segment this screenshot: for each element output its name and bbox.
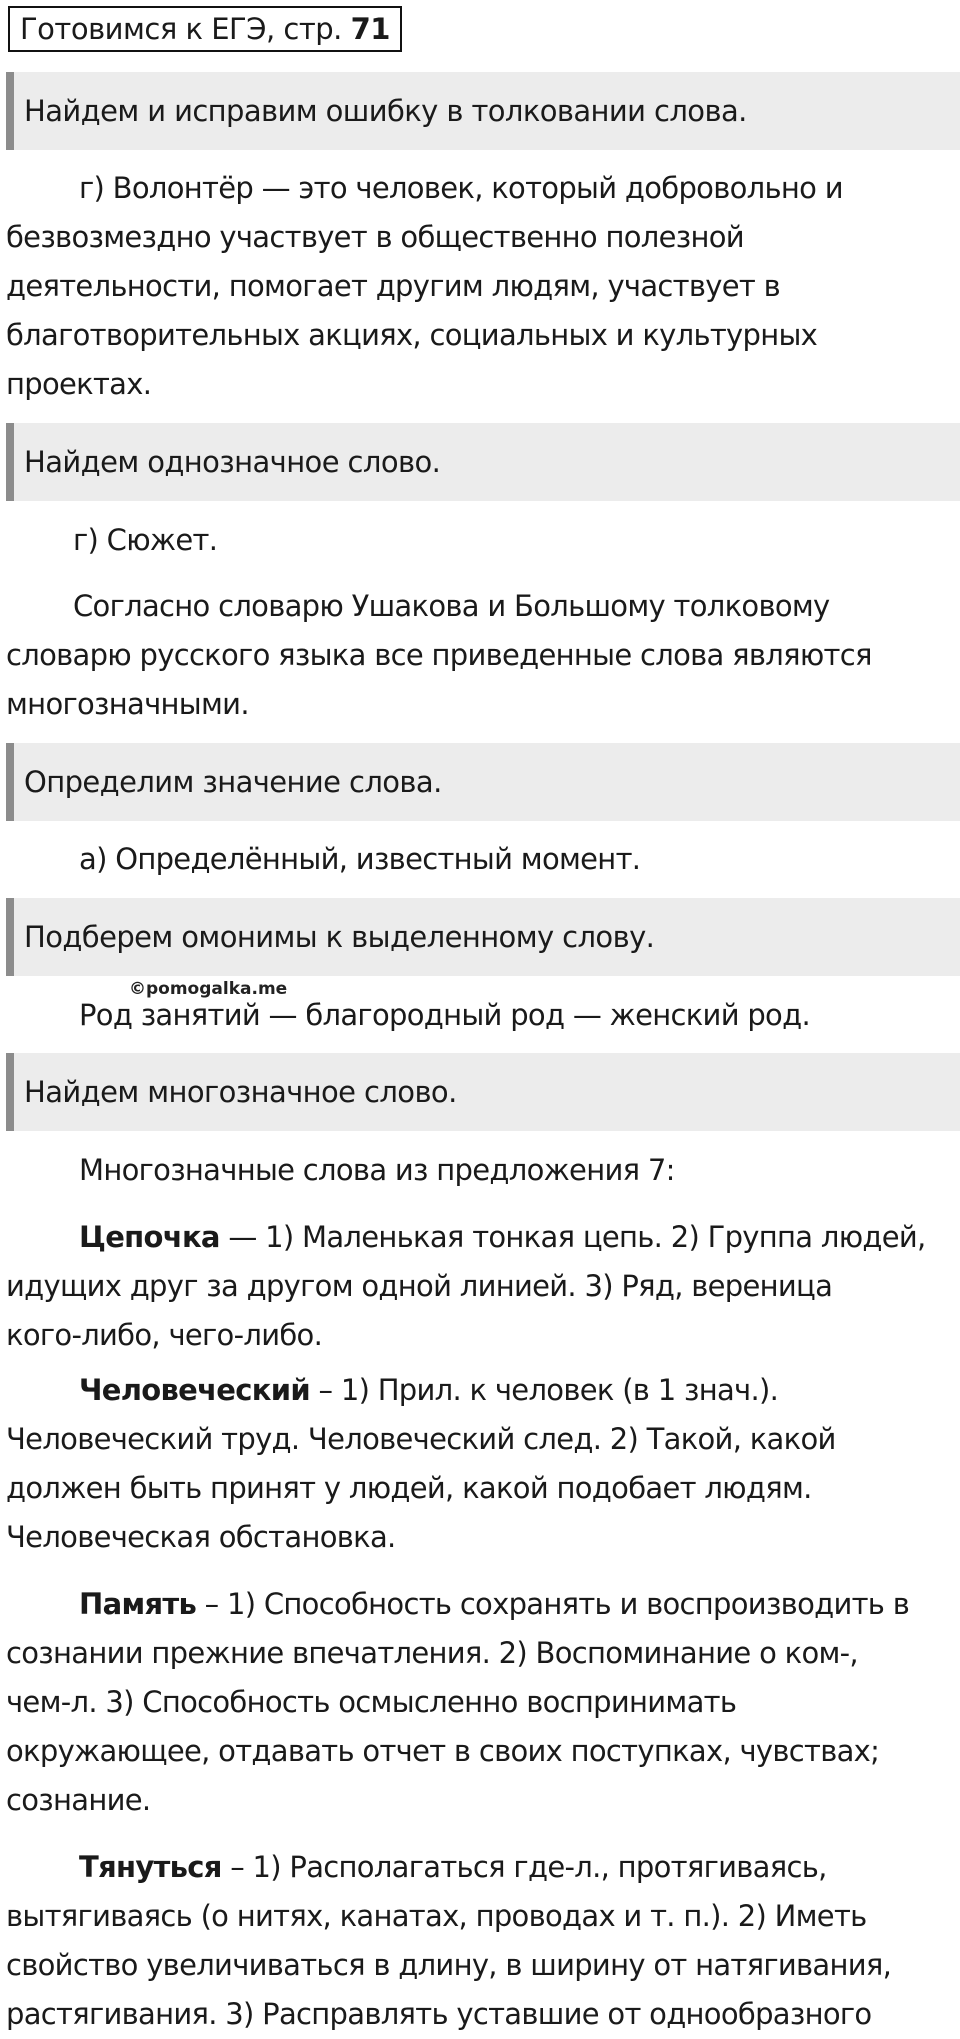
entry-definition: – 1) Прил. к человек (в 1 знач.). xyxy=(309,1373,779,1407)
text-line: Человеческая обстановка. xyxy=(6,1520,396,1554)
entry-first-line xyxy=(6,1843,960,1892)
section-body-1 xyxy=(6,164,960,409)
entry-first-line xyxy=(6,1580,960,1629)
dictionary-entry-4 xyxy=(6,1843,960,2039)
text-line: безвозмездно участвует в общественно полезной xyxy=(6,220,744,254)
entry-term: Человеческий xyxy=(79,1373,310,1407)
entry-first-line xyxy=(6,1213,960,1262)
text-line: Человеческий труд. Человеческий след. 2) Такой, какой xyxy=(6,1422,836,1456)
text-line: должен быть принят у людей, какой подобает людям. xyxy=(6,1471,812,1505)
text-line: сознание. xyxy=(6,1783,151,1817)
entry-definition: – 1) Способность сохранять и воспроизводить в xyxy=(196,1587,910,1621)
entry-term: Тянуться xyxy=(79,1850,222,1884)
text-line: чем-л. 3) Способность осмысленно воспринимать xyxy=(6,1685,737,1719)
section-body-2-note xyxy=(6,582,960,729)
entry-definition: — 1) Маленькая тонкая цепь. 2) Группа людей, xyxy=(219,1220,926,1254)
text-line: словарю русского языка все приведенные слова являются xyxy=(6,638,872,672)
watermark: ©pomogalka.me xyxy=(129,979,288,999)
text-line: г) Сюжет. xyxy=(73,523,218,557)
dictionary-entry-2 xyxy=(6,1366,960,1562)
text-line: Многозначные слова из предложения 7: xyxy=(79,1153,675,1187)
text-line: проектах. xyxy=(6,367,152,401)
entry-first-line xyxy=(6,1366,960,1415)
entry-term: Память xyxy=(79,1587,197,1621)
section-body-3 xyxy=(6,835,960,884)
text-line: кого-либо, чего-либо. xyxy=(6,1318,323,1352)
section-heading-2: Найдем однозначное слово. xyxy=(6,423,960,501)
text-line: растягивания. 3) Расправлять уставшие от однообразного xyxy=(6,1997,872,2031)
text-line: свойство увеличиваться в длину, в ширину от натягивания, xyxy=(6,1948,892,1982)
text-line: г) Волонтёр — это человек, который добровольно и xyxy=(79,171,843,205)
text-line: сознании прежние впечатления. 2) Воспоминание о ком-, xyxy=(6,1636,858,1670)
text-line: Род занятий — благородный род — женский род. xyxy=(79,998,810,1032)
page-number: 71 xyxy=(350,12,390,46)
section-heading-3: Определим значение слова. xyxy=(6,743,960,821)
text-line: а) Определённый, известный момент. xyxy=(79,842,641,876)
section-body-2 xyxy=(6,516,960,565)
text-line: многозначными. xyxy=(6,687,249,721)
section-heading-4: Подберем омонимы к выделенному слову. xyxy=(6,898,960,976)
text-line: вытягиваясь (о нитях, канатах, проводах и т. п.). 2) Иметь xyxy=(6,1899,867,1933)
section-body-4 xyxy=(6,991,960,1040)
text-line: окружающее, отдавать отчет в своих поступках, чувствах; xyxy=(6,1734,880,1768)
entry-term: Цепочка xyxy=(79,1220,220,1254)
section-heading-5: Найдем многозначное слово. xyxy=(6,1053,960,1131)
dictionary-entry-1 xyxy=(6,1213,960,1360)
text-line: идущих друг за другом одной линией. 3) Ряд, вереница xyxy=(6,1269,833,1303)
section-heading-1: Найдем и исправим ошибку в толковании слова. xyxy=(6,72,960,150)
text-line: благотворительных акциях, социальных и культурных xyxy=(6,318,818,352)
text-line: деятельности, помогает другим людям, участвует в xyxy=(6,269,780,303)
entry-definition: – 1) Располагаться где-л., протягиваясь, xyxy=(221,1850,827,1884)
page-header xyxy=(8,6,402,52)
section-intro-5 xyxy=(6,1146,960,1195)
dictionary-entry-3 xyxy=(6,1580,960,1825)
text-line: Согласно словарю Ушакова и Большому толковому xyxy=(73,589,830,623)
page-header-title: Готовимся к ЕГЭ, стр. xyxy=(20,12,342,46)
